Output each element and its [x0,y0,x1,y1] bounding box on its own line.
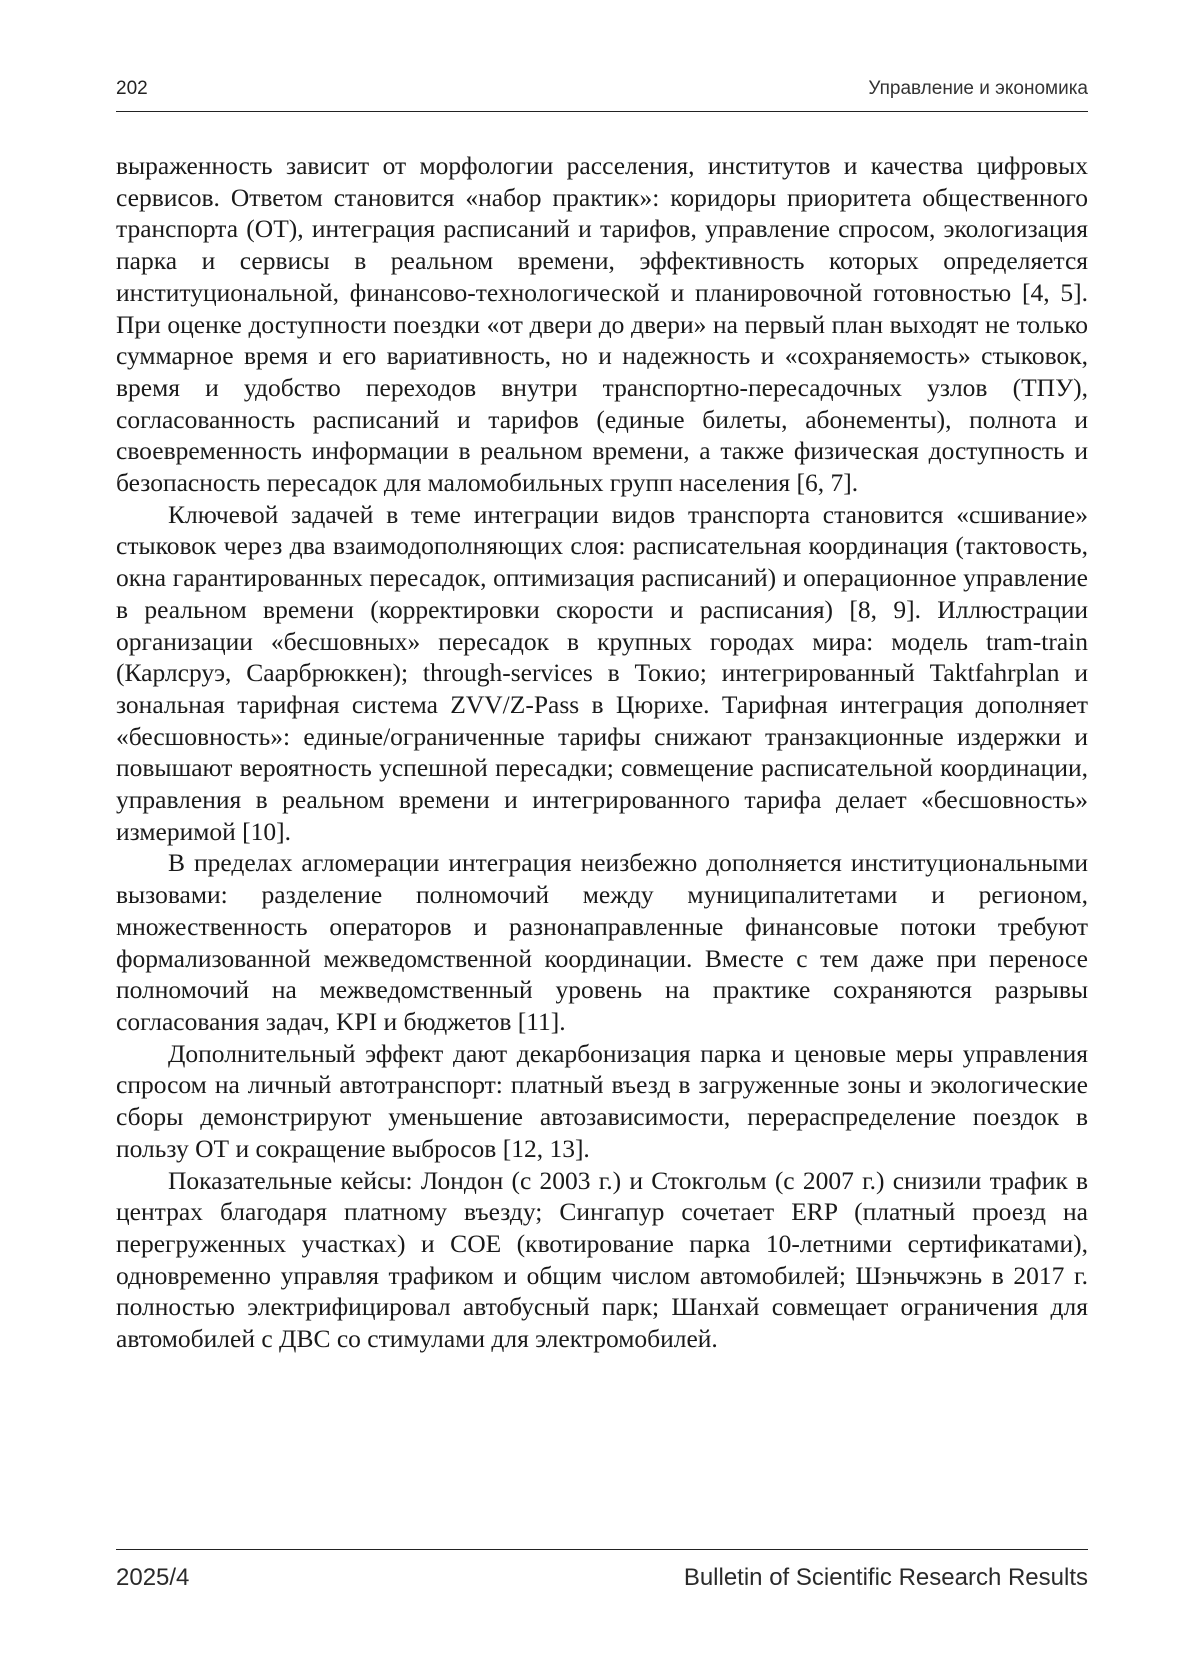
page-number: 202 [116,78,148,99]
issue-number: 2025/4 [116,1564,190,1591]
paragraph-integration: Ключевой задачей в теме интеграции видов транспорта становится «сшивание» стыковок через два взаимодополняющих слоя: расписательная координация (тактовость, окна гарантированных пересадок, оптимизация расписаний) и операционное управление в реальном времени (корректировки скорости и расписания) [8, 9]. Иллюстрации организации «бесшовных» пересадок в крупных городах мира: модель tram-train (Карлсруэ, Саарбрюккен); through-services в Токио; интегрированный Taktfahrplan и зональная тарифная система ZVV/Z-Pass в Цюрихе. Тарифная интеграция дополняет «бесшовность»: единые/ограниченные тарифы снижают транзакционные издержки и повышают вероятность успешной пересадки; совмещение расписательной координации, управления в реальном времени и интегрированного тарифа делает «бесшовность» измеримой [10]. [116,499,1088,846]
header-rule [116,111,1088,112]
paragraph-agglomeration: В пределах агломерации интеграция неизбежно дополняется институциональными вызовами: разделение полномочий между муниципалитетами и регионом, множественность операторов и разнонаправленные финансовые потоки требуют формализованной межведомственной координации. Вместе с тем даже при переносе полномочий на межведомственный уровень на практике сохраняются разрывы согласования задач, KPI и бюджетов [11]. [116,848,1088,1036]
paragraph-decarbonization: Дополнительный эффект дают декарбонизация парка и ценовые меры управления спросом на личный автотранспорт: платный въезд в загруженные зоны и экологические сборы демонстрируют уменьшение автозависимости, перераспределение поездок в пользу ОТ и сокращение выбросов [12, 13]. [116,1038,1088,1163]
footer-rule [116,1549,1088,1550]
page-footer [116,1564,1088,1598]
running-title: Управление и экономика [868,78,1088,99]
paragraph-continued: выраженность зависит от морфологии расселения, институтов и качества цифровых сервисов. Ответом становится «набор практик»: коридоры приоритета общественного транспорта (ОТ), интеграция расписаний и тарифов, управление спросом, экологизация парка и сервисы в реальном времени, эффективность которых определяется институциональной, финансово-технологической и планировочной готовностью [4, 5]. При оценке доступности поездки «от двери до двери» на первый план выходят не только суммарное время и его вариативность, но и надежность и «сохраняемость» стыковок, время и удобство переходов внутри транспортно-пересадочных узлов (ТПУ), согласованность расписаний и тарифов (единые билеты, абонементы), полнота и своевременность информации в реальном времени, а также физическая доступность и безопасность пересадок для маломобильных групп населения [6, 7]. [116,151,1088,498]
paragraph-cases: Показательные кейсы: Лондон (с 2003 г.) и Стокгольм (с 2007 г.) снизили трафик в центрах благодаря платному въезду; Сингапур сочетает ERP (платный проезд на перегруженных участках) и COE (квотирование парка 10-летними сертификатами), одновременно управляя трафиком и общим числом автомобилей; Шэньчжэнь в 2017 г. полностью электрифицировал автобусный парк; Шанхай совмещает ограничения для автомобилей с ДВС со стимулами для электромобилей. [116,1165,1088,1354]
page-header [116,78,1088,106]
article-body [116,150,1088,1355]
journal-title: Bulletin of Scientific Research Results [683,1564,1088,1591]
